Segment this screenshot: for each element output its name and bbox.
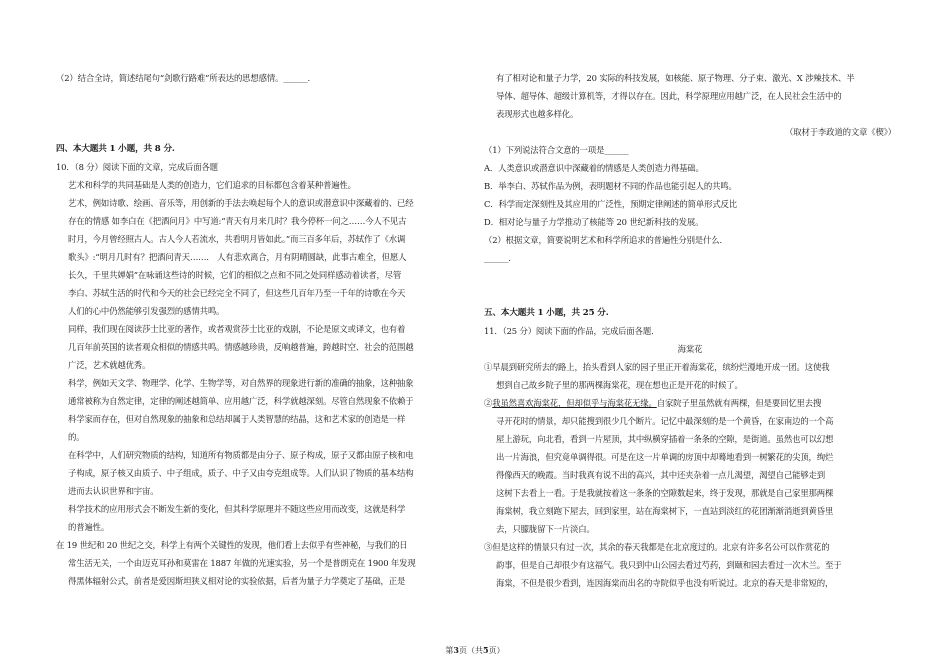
article-line: 常生活无关，一个由迈克耳孙和莫雷在 1887 年做的光速实验，另一个是普朗克在 1900 年发现 (68, 558, 416, 568)
answer-blank: ______. (484, 253, 511, 263)
article-line: 人们的心中仍然能够引发强烈的感情共鸣。 (68, 306, 225, 316)
question-10-1-stem: （1）下列说法符合文意的一项是______ (484, 145, 629, 155)
article-line: 同样，我们现在阅读莎士比亚的著作，或者观赏莎士比亚的戏剧，不论是原文或译文，也有着 (68, 324, 406, 334)
story-text: 自家院子里虽然就有两棵，但是要回忆里去搜 (656, 398, 822, 408)
story-line: ③但是这样的情景只有过一次，其余的春天我都是在北京度过的。北京有许多名公可以作赏花的 (484, 542, 830, 552)
article-line: 长久，千里共婵娟”在咏诵这些诗的时候，它们的相似之点和不同之处同样感动着读者，尽管 (68, 270, 402, 280)
article-line: 李白、苏轼生活的时代和今天的社会已经完全不同了，但这些几百年乃至一千年的诗歌在今天 (68, 288, 406, 298)
article-line: 通常被称为自然定律，定律的阐述越简单、应用越广泛，科学就越深刻。尽管自然现象不依赖于 (68, 396, 414, 406)
option-c: C．科学而定深刻性及其应用的广泛性，预期定律阐述的简单形式反比 (484, 199, 738, 209)
story-line: 这树下去看上一看。于是我就按着这一条条的空隙数起来，终于发现，那就是自己家里那两棵 (496, 488, 834, 498)
underlined-sentence: 我虽然喜欢海棠花，但却似乎与海棠花无缘。 (492, 398, 657, 408)
story-line: 海棠树，我立刻跑下屋去，回到家里，站在海棠树下，一直站到淡红的花团渐渐消逝到黄昏里 (496, 506, 834, 516)
footer-suffix: 页） (488, 646, 505, 655)
article-line: 时月，今月曾经照古人。古人今人若流水，共看明月皆如此。”而三百多年后，苏轼作了《水调 (68, 234, 406, 244)
article-line: 子构成，原子核又由质子、中子组成，质子、中子又由夸克组成等。人们认识了物质的基本结构 (68, 468, 414, 478)
page-footer (0, 645, 950, 656)
question-11-intro: 11．（25 分）阅读下面的作品，完成后面各题. (484, 326, 654, 336)
story-line: ①早晨到研究所去的路上，抬头看到人家的园子里正开着海棠花，缤纷烂漫地开成一团。这使我 (484, 362, 830, 372)
question-10-intro: 10．（8 分）阅读下面的文章，完成后面各题 (56, 162, 218, 172)
story-line: 海棠，不但是很少看到，连因海棠而出名的寺院似乎也没有听说过。北京的春天是非常短的， (496, 578, 834, 588)
article-source: （取材于李政道的文章《楔》） (785, 127, 896, 137)
article-line: 在 19 世纪和 20 世纪之交，科学上有两个关键性的发现，他们看上去似乎有些神秘，与我们的日 (56, 540, 408, 550)
article-line: 在科学中，人们研究物质的结构，知道所有物质都是由分子、原子构成，原子又都由原子核和电 (68, 450, 414, 460)
story-line: 想到自己故乡院子里的那两棵海棠花，现在想也正是开花的时候了。 (496, 380, 743, 390)
article-line: 科学，例如天文学、物理学、化学、生物学等，对自然界的现象进行新的准确的抽象，这种抽象 (68, 378, 414, 388)
story-line: 屋上游玩，向北看，看到一片屋顶，其中纵横穿插着一条条的空隙，是街道。虽然也可以幻想 (496, 434, 834, 444)
footer-middle: 页（共 (459, 646, 483, 655)
article-line: 表现形式也越多样化。 (496, 109, 579, 119)
article-line: 导体、超导体、超级计算机等，才得以存在。因此，科学原理应用越广泛，在人民社会生活中的 (496, 91, 842, 101)
total-pages: 5 (483, 645, 489, 655)
page-number: 3 (453, 645, 459, 655)
story-line: 韵事，但是自己却很少有这福气。我只到中山公园去看过芍药，到颐和园去看过一次木兰。至于 (496, 560, 842, 570)
footer-prefix: 第 (445, 646, 454, 655)
article-line: 进而去认识世界和宇宙。 (68, 486, 159, 496)
article-line: 科学家而存在，但对自然现象的抽象和总结却属于人类智慧的结晶，这和艺术家的创造是一样 (68, 414, 406, 424)
option-a: A．人类意识或潜意识中深藏着的情感是人类创造力得基础。 (484, 163, 704, 173)
article-line: 得黑体辐射公式，前者是爱因斯坦狭义相对论的实验依据，后者为量子力学奠定了基础，正是 (68, 576, 406, 586)
article-line: 的普遍性。 (68, 522, 110, 532)
section-4-heading: 四、本大题共 1 小题，共 8 分. (56, 144, 175, 154)
story-line: 寻开花时的情景，却只能搜到很少几个断片。记忆中最深刻的是一个黄昏，在家南边的一个高 (496, 416, 834, 426)
article-line: 歌头》:“明月几时有？把酒问青天……． 人有悲欢离合，月有阴晴圆缺，此事古难全，但愿人 (68, 252, 407, 262)
question-10-2-prev: （2）结合全诗，简述结尾句“剑歌行路难”所表达的思想感情。______. (56, 73, 311, 83)
section-5-heading: 五、本大题共 1 小题，共 25 分. (484, 308, 609, 318)
article-line: 存在的情感 如李白在《把酒问月》中写道:“青天有月来几时？我今停杯一问之……今人不见古 (68, 216, 407, 226)
article-line: 艺术和科学的共同基础是人类的创造力，它们追求的目标都包含着某种普遍性。 (68, 180, 356, 190)
article-line: 几百年前英国的读者观众相似的情感共鸣。情感越珍贵，反响越普遍，跨越时空、社会的范围越 (68, 342, 414, 352)
article-line: 广泛，艺术就越优秀。 (68, 360, 151, 370)
story-title: 海棠花 (677, 344, 703, 354)
article-line: 的。 (68, 432, 85, 442)
paragraph-number: ② (484, 398, 493, 408)
option-d: D．相对论与量子力学推动了核能等 20 世纪新科技的发展。 (484, 217, 704, 227)
story-line: 出一片海浪，但究竟单调得很。可是在这一片单调的房顶中却蓦地看到一树繁花的尖顶，绚烂 (496, 452, 834, 462)
article-line: 有了相对论和量子力学，20 实际的科技发展，如核能、原子物理、分子束、激光、X 涉辣技术、半 (496, 73, 855, 83)
article-line: 科学技术的应用形式会不断发生新的变化，但其科学原理并不随这些应用而改变，这就是科学 (68, 504, 406, 514)
story-line (484, 398, 821, 409)
article-line: 艺术，例如诗歌、绘画、音乐等，用创新的手法去唤起每个人的意识或潜意识中深藏着的、已经 (68, 198, 414, 208)
question-10-2-stem: （2）根据文章，简要说明艺术和科学所追求的普遍性分别是什么． (484, 235, 728, 245)
story-line: 得像西天的晚霞。当时我真有说不出的高兴，其中还夹杂着一点儿渴望，渴望自己能够走到 (496, 470, 825, 480)
story-line: 去，只朦胧留下一片淡白。 (496, 524, 595, 534)
option-b: B．举李白、苏轼作品为例，表明题材不同的作品也能引起人的共鸣。 (484, 181, 737, 191)
